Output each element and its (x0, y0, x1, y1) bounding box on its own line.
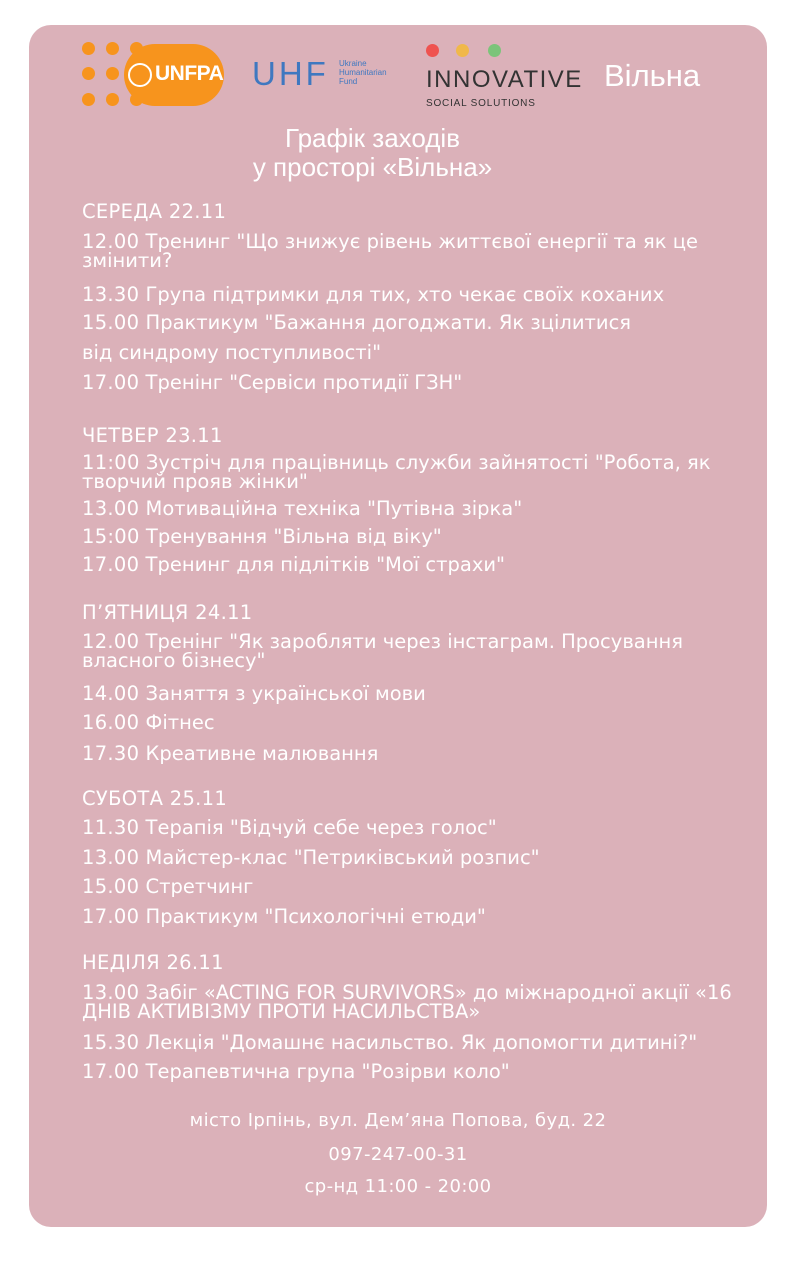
green-light-icon (488, 44, 501, 57)
event-item (82, 1062, 732, 1081)
event-title: Лекція "Домашнє насильство. Як допомогти дитині?" (145, 1031, 698, 1054)
event-item (82, 373, 732, 392)
innovative-subtitle: SOCIAL SOLUTIONS (426, 98, 536, 109)
day-heading: СУБОТА 25.11 (82, 787, 228, 810)
event-time: 16.00 (82, 711, 140, 734)
vilna-logo: Вільна (604, 58, 701, 93)
event-item (82, 848, 732, 867)
event-time: 13.00 (82, 981, 140, 1004)
event-title: Група підтримки для тих, хто чекає своїх коханих (145, 283, 665, 306)
uhf-subtitle: Ukraine Humanitarian Fund (339, 59, 387, 86)
event-item (82, 907, 732, 926)
event-item (82, 453, 732, 491)
event-time: 17.00 (82, 905, 140, 928)
event-time: 17.00 (82, 1060, 140, 1083)
event-item (82, 684, 732, 703)
event-title: Майстер-клас "Петриківський розпис" (145, 846, 540, 869)
event-title: від синдрому поступливості" (82, 341, 382, 364)
event-item (82, 713, 732, 732)
opening-hours: ср-нд 11:00 - 20:00 (304, 1176, 492, 1197)
event-item (82, 983, 732, 1021)
red-light-icon (426, 44, 439, 57)
event-time: 13.00 (82, 497, 140, 520)
phone-number: 097-247-00-31 (328, 1144, 468, 1165)
event-time: 15:00 (82, 525, 140, 548)
event-time: 15.00 (82, 875, 140, 898)
event-time: 15.00 (82, 311, 140, 334)
event-time: 17.30 (82, 742, 140, 765)
event-title: Заняття з української мови (145, 682, 426, 705)
event-item (82, 744, 732, 763)
innovative-wordmark: INNOVATIVE (426, 66, 583, 93)
title-line-2: у просторі «Вільна» (252, 152, 493, 182)
event-title: Креативне малювання (145, 742, 379, 765)
event-title: Тренинг "Що знижує рівень життєвої енергії та як це змінити? (82, 230, 698, 272)
event-title: Практикум "Бажання догоджати. Як зцілитися (145, 311, 632, 334)
event-item (82, 818, 732, 837)
event-time: 13.00 (82, 846, 140, 869)
unfpa-logo (82, 42, 224, 108)
unfpa-wordmark: UNFPA (155, 62, 224, 85)
event-title: Терапія "Відчуй себе через голос" (145, 816, 497, 839)
event-time: 12.00 (82, 630, 140, 653)
event-item (82, 232, 732, 270)
event-title: Стретчинг (145, 875, 254, 898)
day-heading: П’ЯТНИЦЯ 24.11 (82, 601, 253, 624)
event-time: 17.00 (82, 553, 140, 576)
event-title: Тренинг для підлітків "Мої страхи" (145, 553, 506, 576)
event-time: 14.00 (82, 682, 140, 705)
event-title: Фітнес (145, 711, 215, 734)
event-item (82, 313, 732, 332)
address: місто Ірпінь, вул. Дем’яна Попова, буд. 22 (189, 1110, 607, 1131)
yellow-light-icon (456, 44, 469, 57)
event-item (82, 877, 732, 896)
event-time: 11.30 (82, 816, 140, 839)
event-time: 13.30 (82, 283, 140, 306)
event-item (82, 343, 732, 362)
event-title: Тренінг "Сервіси протидії ГЗН" (145, 371, 463, 394)
event-title: Практикум "Психологічні етюди" (145, 905, 486, 928)
day-heading: ЧЕТВЕР 23.11 (82, 424, 223, 447)
event-item (82, 527, 732, 546)
event-item (82, 632, 732, 670)
event-time: 11:00 (82, 451, 140, 474)
event-title: Тренування "Вільна від віку" (145, 525, 442, 548)
title-line-1: Графік заходів (284, 123, 461, 153)
event-time: 17.00 (82, 371, 140, 394)
uhf-wordmark: UHF (252, 55, 329, 92)
event-item (82, 285, 732, 304)
event-title: Забіг «ACTING FOR SURVIVORS» до міжнародної акції «16 ДНІВ АКТИВІЗМУ ПРОТИ НАСИЛЬСТВА» (82, 981, 732, 1023)
event-item (82, 1033, 732, 1052)
page-title (150, 124, 595, 182)
event-time: 15.30 (82, 1031, 140, 1054)
day-heading: НЕДІЛЯ 26.11 (82, 951, 224, 974)
event-item (82, 499, 732, 518)
event-title: Тренінг "Як заробляти через інстаграм. Просування власного бізнесу" (82, 630, 683, 672)
event-title: Терапевтична група "Розірви коло" (145, 1060, 510, 1083)
uhf-logo (252, 55, 387, 96)
event-title: Зустріч для працівниць служби зайнятості "Робота, як творчий прояв жінки" (82, 451, 711, 493)
event-title: Мотиваційна техніка "Путівна зірка" (145, 497, 523, 520)
day-heading: СЕРЕДА 22.11 (82, 200, 227, 223)
un-emblem-icon (128, 63, 152, 87)
event-item (82, 555, 732, 574)
event-time: 12.00 (82, 230, 140, 253)
innovative-logo (426, 44, 583, 110)
